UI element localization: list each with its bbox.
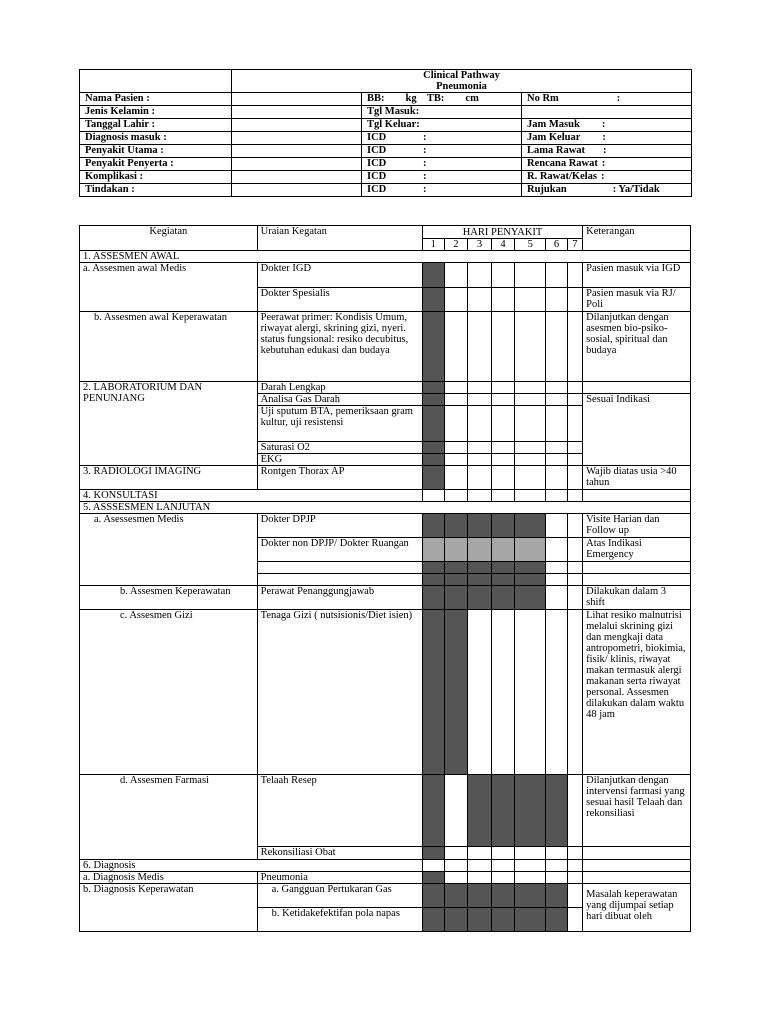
day-cell[interactable] (422, 610, 444, 775)
day-cell[interactable] (515, 382, 546, 394)
day-cell[interactable] (546, 860, 568, 872)
day-cell[interactable] (468, 382, 492, 394)
day-cell[interactable] (468, 394, 492, 406)
field-jam-masuk[interactable] (522, 119, 692, 132)
label-no-rm: No Rm (527, 93, 559, 104)
uraian-pneumonia: Pneumonia (257, 872, 422, 884)
label-jam-masuk: Jam Masuk (527, 119, 580, 130)
kegiatan-assesmen-farmasi: d. Assesmen Farmasi (80, 775, 258, 860)
day-cell[interactable] (546, 490, 568, 502)
day-cell[interactable] (422, 775, 444, 847)
field-rujukan[interactable] (522, 184, 692, 197)
col-header-keterangan: Keterangan (583, 226, 691, 251)
uraian-empty (257, 574, 422, 586)
col-header-uraian: Uraian Kegatan (257, 226, 422, 251)
day-cell[interactable] (546, 847, 568, 860)
keterangan: Lihat resiko malnutrisi melalui skrining gizi dan mengkaji data antropometri, biokimia, fisik/ klinis, riwayat makan termasuk alergi makanan serta riwayat personal. Assesmen dilakukan dalam waktu 48 jam (583, 610, 691, 775)
colon: : (616, 93, 621, 104)
day-cell[interactable] (567, 908, 582, 932)
day-cell[interactable] (491, 514, 515, 538)
day-cell[interactable] (567, 562, 582, 574)
day-cell[interactable] (468, 860, 492, 872)
day-cell[interactable] (468, 406, 492, 442)
day-cell[interactable] (491, 574, 515, 586)
field-value[interactable] (232, 158, 362, 171)
day-cell[interactable] (515, 288, 546, 312)
day-cell[interactable] (468, 574, 492, 586)
uraian-dokter-igd: Dokter IGD (257, 263, 422, 288)
day-cell[interactable] (546, 586, 568, 610)
kegiatan-assesmen-medis: a. Assesmen awal Medis (80, 263, 258, 312)
day-cell[interactable] (422, 847, 444, 860)
day-cell[interactable] (515, 442, 546, 454)
day-cell[interactable] (515, 775, 546, 847)
field-bb-tb[interactable]: BB: kg TB: cm (362, 93, 522, 106)
kegiatan-asessmen-medis: a. Asessesmen Medis (80, 514, 258, 586)
day-cell[interactable] (567, 872, 582, 884)
day-cell[interactable] (567, 382, 582, 394)
day-cell[interactable] (468, 847, 492, 860)
day-cell[interactable] (468, 466, 492, 490)
day-cell[interactable] (546, 382, 568, 394)
field-icd[interactable]: ICD : (362, 132, 522, 145)
day-cell[interactable] (567, 586, 582, 610)
field-empty[interactable] (522, 106, 692, 119)
keterangan: Dilakukan dalam 3 shift (583, 586, 691, 610)
day-cell[interactable] (567, 847, 582, 860)
keterangan: Dilanjutkan dengan intervensi farmasi yang sesuai hasil Telaah dan rekonsiliasi (583, 775, 691, 847)
day-6: 6 (546, 239, 568, 251)
section-assesmen-awal: 1. ASSESMEN AWAL (80, 251, 691, 263)
day-cell[interactable] (444, 288, 468, 312)
day-cell[interactable] (515, 586, 546, 610)
day-cell[interactable] (567, 574, 582, 586)
field-value[interactable] (232, 119, 362, 132)
day-cell[interactable] (422, 872, 444, 884)
field-value[interactable] (232, 93, 362, 106)
keterangan (583, 860, 691, 872)
day-cell[interactable] (546, 312, 568, 382)
field-lama-rawat[interactable] (522, 145, 692, 158)
day-cell[interactable] (515, 884, 546, 908)
label-lama-rawat: Lama Rawat (527, 145, 586, 156)
label-rencana-rawat: Rencana Rawat (527, 158, 598, 169)
day-cell[interactable] (515, 454, 546, 466)
day-cell[interactable] (546, 884, 568, 908)
colon: : (603, 145, 607, 156)
keterangan (583, 562, 691, 574)
uraian-empty (257, 562, 422, 574)
day-cell[interactable] (444, 312, 468, 382)
day-cell[interactable] (567, 394, 582, 406)
day-cell[interactable] (422, 514, 444, 538)
uraian-tenaga-gizi: Tenaga Gizi ( nutsisionis/Diet isien) (257, 610, 422, 775)
uraian-rontgen-thorax: Rontgen Thorax AP (257, 466, 422, 490)
uraian-analisa-gas-darah: Analisa Gas Darah (257, 394, 422, 406)
day-cell[interactable] (422, 586, 444, 610)
day-cell[interactable] (444, 466, 468, 490)
uraian-darah-lengkap: Darah Lengkap (257, 382, 422, 394)
keterangan (583, 382, 691, 394)
col-header-hari-penyakit: HARI PENYAKIT (422, 226, 582, 239)
uraian-ketidakefektifan-pola-napas: b. Ketidakefektifan pola napas (257, 908, 422, 932)
day-cell[interactable] (567, 610, 582, 775)
keterangan: Atas Indikasi Emergency (583, 538, 691, 562)
day-cell[interactable] (468, 442, 492, 454)
field-tindakan[interactable]: Tindakan : (80, 184, 232, 197)
day-cell[interactable] (444, 872, 468, 884)
keterangan: Visite Harian dan Follow up (583, 514, 691, 538)
day-cell[interactable] (444, 382, 468, 394)
day-cell[interactable] (546, 442, 568, 454)
day-cell[interactable] (515, 847, 546, 860)
day-cell[interactable] (468, 288, 492, 312)
label-ruang-kelas: R. Rawat/Kelas (527, 171, 597, 182)
keterangan: Pasien masuk via RJ/ Poli (583, 288, 691, 312)
day-cell[interactable] (546, 538, 568, 562)
keterangan (583, 574, 691, 586)
day-1: 1 (422, 239, 444, 251)
day-cell[interactable] (422, 860, 444, 872)
day-cell[interactable] (468, 490, 492, 502)
uraian-dokter-non-dpjp: Dokter non DPJP/ Dokter Ruangan (257, 538, 422, 562)
day-cell[interactable] (468, 514, 492, 538)
day-cell[interactable] (515, 466, 546, 490)
day-cell[interactable] (468, 908, 492, 932)
day-cell[interactable] (444, 586, 468, 610)
day-cell[interactable] (491, 312, 515, 382)
col-header-kegiatan: Kegiatan (80, 226, 258, 251)
day-cell[interactable] (491, 466, 515, 490)
day-cell[interactable] (444, 562, 468, 574)
day-cell[interactable] (422, 466, 444, 490)
day-cell[interactable] (546, 263, 568, 288)
field-diagnosis-masuk[interactable]: Diagnosis masuk : (80, 132, 232, 145)
day-cell[interactable] (444, 908, 468, 932)
kegiatan-assesmen-keperawatan: b. Assesmen awal Keperawatan (80, 312, 258, 382)
day-cell[interactable] (515, 610, 546, 775)
uraian-gangguan-pertukaran-gas: a. Gangguan Pertukaran Gas (257, 884, 422, 908)
day-cell[interactable] (515, 538, 546, 562)
day-cell[interactable] (444, 514, 468, 538)
day-cell[interactable] (567, 538, 582, 562)
day-cell[interactable] (567, 490, 582, 502)
day-cell[interactable] (515, 514, 546, 538)
day-cell[interactable] (491, 586, 515, 610)
uraian-perawat-penanggungjawab: Perawat Penanggungjawab (257, 586, 422, 610)
uraian-saturasi-o2: Saturasi O2 (257, 442, 422, 454)
day-cell[interactable] (546, 574, 568, 586)
day-cell[interactable] (567, 514, 582, 538)
day-cell[interactable] (444, 442, 468, 454)
uraian-uji-sputum: Uji sputum BTA, pemeriksaan gram kultur, uji resistensi (257, 406, 422, 442)
day-cell[interactable] (567, 442, 582, 454)
day-cell[interactable] (515, 574, 546, 586)
keterangan (583, 490, 691, 502)
day-cell[interactable] (468, 872, 492, 884)
day-cell[interactable] (422, 454, 444, 466)
day-cell[interactable] (468, 263, 492, 288)
day-cell[interactable] (491, 847, 515, 860)
keterangan: Sesuai Indikasi (583, 394, 691, 466)
pathway-title (232, 70, 692, 93)
day-cell[interactable] (567, 312, 582, 382)
day-cell[interactable] (546, 406, 568, 442)
day-cell[interactable] (491, 382, 515, 394)
day-cell[interactable] (422, 394, 444, 406)
section-assesmen-lanjutan: 5. ASSSESMEN LANJUTAN (80, 502, 691, 514)
field-no-rm[interactable] (522, 93, 692, 106)
field-value[interactable] (232, 171, 362, 184)
day-cell[interactable] (515, 394, 546, 406)
section-konsultasi: 4. KONSULTASI (80, 490, 423, 502)
day-cell[interactable] (444, 775, 468, 847)
day-cell[interactable] (546, 775, 568, 847)
day-cell[interactable] (468, 454, 492, 466)
day-cell[interactable] (444, 574, 468, 586)
field-komplikasi[interactable]: Komplikasi : (80, 171, 232, 184)
kegiatan-assesmen-gizi: c. Assesmen Gizi (80, 610, 258, 775)
day-7: 7 (567, 239, 582, 251)
colon: : (601, 171, 605, 182)
keterangan (583, 847, 691, 860)
uraian-dokter-spesialis: Dokter Spesialis (257, 288, 422, 312)
uraian-rekonsiliasi-obat: Rekonsiliasi Obat (257, 847, 422, 860)
field-tgl-masuk[interactable]: Tgl Masuk: (362, 106, 522, 119)
day-cell[interactable] (546, 562, 568, 574)
day-cell[interactable] (515, 562, 546, 574)
day-cell[interactable] (422, 263, 444, 288)
day-cell[interactable] (422, 562, 444, 574)
section-radiologi: 3. RADIOLOGI IMAGING (80, 466, 258, 490)
day-cell[interactable] (546, 872, 568, 884)
kegiatan-assesmen-keperawatan-lanjutan: b. Assesmen Keperawatan (80, 586, 258, 610)
uraian-dokter-dpjp: Dokter DPJP (257, 514, 422, 538)
day-cell[interactable] (546, 610, 568, 775)
day-cell[interactable] (444, 394, 468, 406)
field-value[interactable] (232, 132, 362, 145)
keterangan: Dilanjutkan dengan asesmen bio-psiko-sosial, spiritual dan budaya (583, 312, 691, 382)
day-cell[interactable] (468, 586, 492, 610)
colon: : (601, 158, 606, 169)
day-cell[interactable] (444, 490, 468, 502)
day-cell[interactable] (491, 263, 515, 288)
day-cell[interactable] (491, 288, 515, 312)
day-cell[interactable] (468, 775, 492, 847)
field-icd[interactable]: ICD : (362, 184, 522, 197)
field-icd[interactable]: ICD : (362, 171, 522, 184)
day-cell[interactable] (567, 466, 582, 490)
day-cell[interactable] (422, 312, 444, 382)
uraian-ekg: EKG (257, 454, 422, 466)
field-jenis-kelamin[interactable]: Jenis Kelamin : (80, 106, 232, 119)
day-cell[interactable] (491, 610, 515, 775)
day-cell[interactable] (567, 884, 582, 908)
label-rujukan: Rujukan (527, 184, 567, 195)
day-2: 2 (444, 239, 468, 251)
day-5: 5 (515, 239, 546, 251)
field-rencana-rawat[interactable] (522, 158, 692, 171)
day-cell[interactable] (546, 454, 568, 466)
day-cell[interactable] (515, 312, 546, 382)
day-cell[interactable] (422, 490, 444, 502)
kegiatan-diagnosis-medis: a. Diagnosis Medis (80, 872, 258, 884)
day-cell[interactable] (491, 406, 515, 442)
field-penyakit-penyerta[interactable]: Penyakit Penyerta : (80, 158, 232, 171)
day-cell[interactable] (468, 562, 492, 574)
day-cell[interactable] (422, 442, 444, 454)
day-cell[interactable] (422, 908, 444, 932)
field-icd[interactable]: ICD : (362, 158, 522, 171)
day-3: 3 (468, 239, 492, 251)
day-cell[interactable] (444, 454, 468, 466)
day-cell[interactable] (491, 394, 515, 406)
day-cell[interactable] (444, 538, 468, 562)
day-cell[interactable] (468, 884, 492, 908)
day-cell[interactable] (491, 775, 515, 847)
day-cell[interactable] (491, 562, 515, 574)
field-tgl-keluar[interactable]: Tgl Keluar: (362, 119, 522, 132)
day-cell[interactable] (491, 872, 515, 884)
colon: : Ya/Tidak (612, 184, 660, 195)
pathway-activity-table (79, 225, 691, 932)
day-cell[interactable] (567, 454, 582, 466)
field-tanggal-lahir[interactable]: Tanggal Lahir : (80, 119, 232, 132)
field-value[interactable] (232, 184, 362, 197)
field-value[interactable] (232, 145, 362, 158)
field-nama-pasien[interactable]: Nama Pasien : (80, 93, 232, 106)
day-cell[interactable] (567, 860, 582, 872)
colon: : (601, 119, 606, 130)
field-ruang-kelas[interactable] (522, 171, 692, 184)
day-cell[interactable] (567, 775, 582, 847)
day-cell[interactable] (422, 288, 444, 312)
day-cell[interactable] (491, 442, 515, 454)
keterangan: Pasien masuk via IGD (583, 263, 691, 288)
day-4: 4 (491, 239, 515, 251)
day-cell[interactable] (515, 860, 546, 872)
patient-header-table (79, 69, 692, 197)
day-cell[interactable] (491, 538, 515, 562)
day-cell[interactable] (444, 860, 468, 872)
day-cell[interactable] (546, 394, 568, 406)
day-cell[interactable] (491, 860, 515, 872)
day-cell[interactable] (515, 872, 546, 884)
day-cell[interactable] (444, 263, 468, 288)
day-cell[interactable] (515, 490, 546, 502)
field-jam-keluar[interactable] (522, 132, 692, 145)
field-penyakit-utama[interactable]: Penyakit Utama : (80, 145, 232, 158)
day-cell[interactable] (567, 288, 582, 312)
header-blank-cell (80, 70, 232, 93)
uraian-perawat-primer: Peerawat primer: Kondisis Umum, riwayat alergi, skrining gizi, nyeri. status fungsional: resiko decubitus, kebutuhan edukasi dan budaya (257, 312, 422, 382)
day-cell[interactable] (444, 884, 468, 908)
day-cell[interactable] (491, 884, 515, 908)
day-cell[interactable] (491, 908, 515, 932)
day-cell[interactable] (468, 610, 492, 775)
field-icd[interactable]: ICD : (362, 145, 522, 158)
day-cell[interactable] (515, 908, 546, 932)
day-cell[interactable] (491, 454, 515, 466)
day-cell[interactable] (422, 406, 444, 442)
kegiatan-diagnosis-keperawatan: b. Diagnosis Keperawatan (80, 884, 258, 932)
day-cell[interactable] (546, 288, 568, 312)
day-cell[interactable] (422, 884, 444, 908)
label-jam-keluar: Jam Keluar (527, 132, 581, 143)
day-cell[interactable] (546, 908, 568, 932)
pathway-title-line1: Clinical Pathway (423, 70, 500, 81)
day-cell[interactable] (515, 406, 546, 442)
day-cell[interactable] (444, 406, 468, 442)
day-cell[interactable] (422, 538, 444, 562)
day-cell[interactable] (567, 406, 582, 442)
section-laboratorium: 2. LABORATORIUM DAN PENUNJANG (80, 382, 258, 466)
day-cell[interactable] (468, 538, 492, 562)
day-cell[interactable] (546, 466, 568, 490)
day-cell[interactable] (444, 847, 468, 860)
day-cell[interactable] (546, 514, 568, 538)
section-diagnosis: 6. Diagnosis (80, 860, 423, 872)
day-cell[interactable] (491, 490, 515, 502)
day-cell[interactable] (422, 382, 444, 394)
keterangan: Masalah keperawatan yang dijumpai setiap hari dibuat oleh (583, 884, 691, 932)
day-cell[interactable] (468, 312, 492, 382)
keterangan: Wajib diatas usia >40 tahun (583, 466, 691, 490)
keterangan (583, 872, 691, 884)
day-cell[interactable] (567, 263, 582, 288)
colon: : (602, 132, 606, 143)
day-cell[interactable] (444, 610, 468, 775)
pathway-title-line2: Pneumonia (436, 81, 487, 92)
day-cell[interactable] (515, 263, 546, 288)
field-value[interactable] (232, 106, 362, 119)
day-cell[interactable] (422, 574, 444, 586)
uraian-telaah-resep: Telaah Resep (257, 775, 422, 847)
